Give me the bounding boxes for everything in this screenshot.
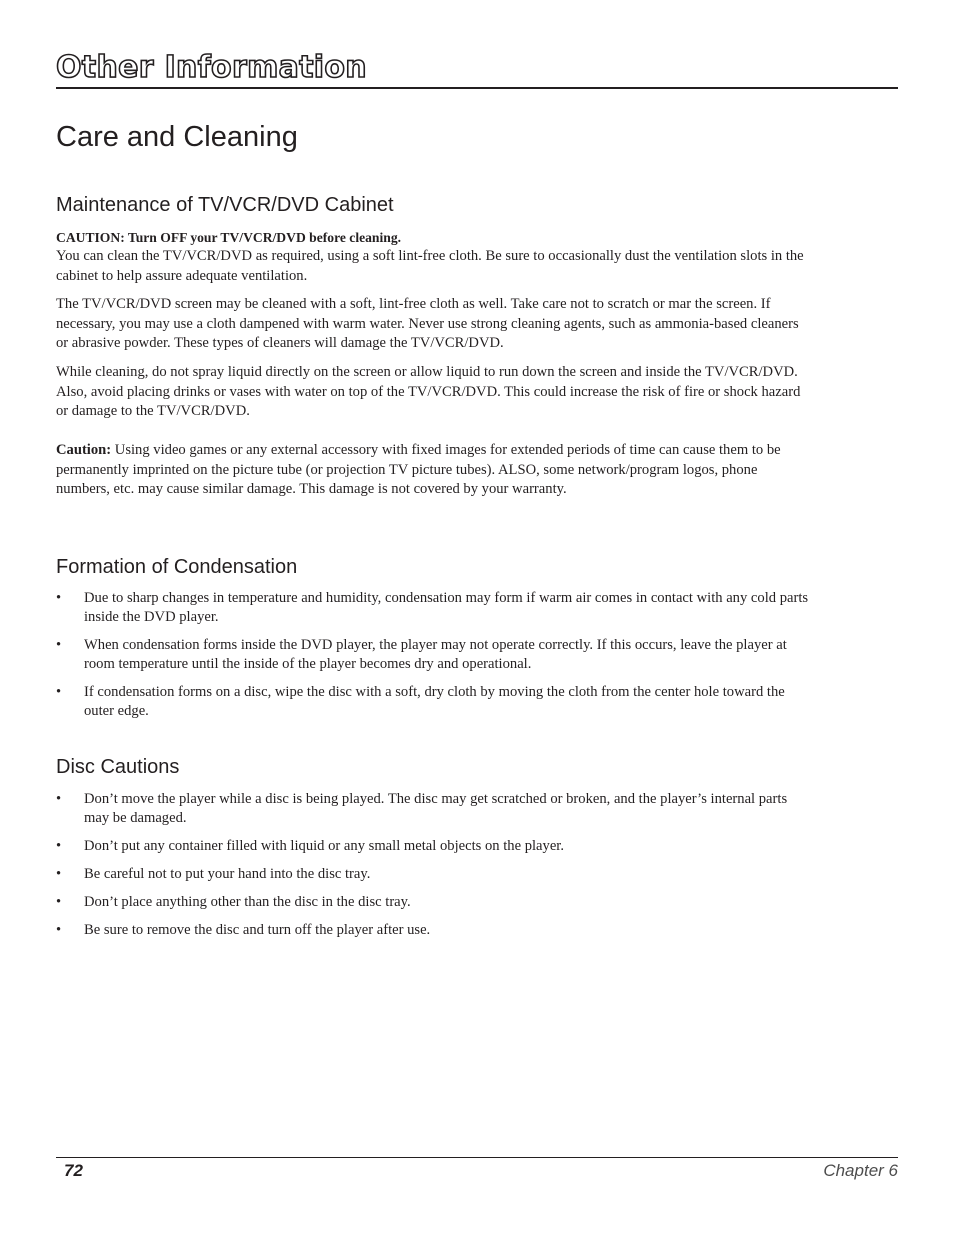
section-heading-disc-cautions: Disc Cautions	[56, 756, 180, 778]
paragraph-caution-fixed-images	[56, 441, 812, 500]
bullet-icon: •	[56, 894, 62, 910]
page-title: Care and Cleaning	[56, 121, 298, 153]
list-item-text: Be careful not to put your hand into the disc tray.	[84, 866, 371, 882]
bullet-icon: •	[56, 791, 62, 807]
caution-text: Using video games or any external accessory with fixed images for extended periods of time can cause them to be permanently imprinted on the picture tube (or projection TV picture tubes). ALSO, some network/program logos, phone numbers, etc. may cause similar damage. This damage is not covered by your warranty.	[56, 442, 781, 497]
section-heading-condensation: Formation of Condensation	[56, 556, 298, 578]
caution-line	[56, 228, 812, 248]
list-item-text: When condensation forms inside the DVD player, the player may not operate correctly. If this occurs, leave the player at room temperature until the inside of the player becomes dry and operational.	[84, 637, 787, 672]
bullet-icon: •	[56, 922, 62, 938]
bullet-icon: •	[56, 637, 62, 653]
section-heading-maintenance: Maintenance of TV/VCR/DVD Cabinet	[56, 194, 394, 216]
paragraph-cleaning: You can clean the TV/VCR/DVD as required, using a soft lint-free cloth. Be sure to occasionally dust the ventilation slots in the cabinet to help assure adequate ventilation.	[56, 248, 804, 284]
header-title: Other Information	[56, 50, 367, 85]
list-item-text: If condensation forms on a disc, wipe the disc with a soft, dry cloth by moving the cloth from the center hole toward the outer edge.	[84, 684, 785, 719]
list-item-text: Due to sharp changes in temperature and humidity, condensation may form if warm air comes in contact with any cold parts inside the DVD player.	[84, 590, 809, 625]
list-item-text: Don’t move the player while a disc is being played. The disc may get scratched or broken, and the player’s internal parts may be damaged.	[84, 791, 788, 826]
paragraph-screen: The TV/VCR/DVD screen may be cleaned with a soft, lint-free cloth as well. Take care not to scratch or mar the screen. If necessary, you may use a cloth dampened with warm water. Never use strong cleaning agents, such as ammonia-based cleaners or abrasive powder. These types of cleaners will damage the TV/VCR/DVD.	[56, 296, 799, 351]
bullet-icon: •	[56, 866, 62, 882]
list-item-text: Don’t put any container filled with liquid or any small metal objects on the player.	[84, 838, 564, 854]
header-rule	[56, 87, 898, 89]
chapter-label: Chapter 6	[823, 1161, 898, 1180]
caution-line-text: CAUTION: Turn OFF your TV/VCR/DVD before cleaning.	[56, 230, 402, 245]
caution-label: Caution:	[56, 442, 112, 458]
bullet-icon: •	[56, 684, 62, 700]
list-item-text: Don’t place anything other than the disc in the disc tray.	[84, 894, 411, 910]
page-number: 72	[64, 1161, 83, 1180]
paragraph-liquid: While cleaning, do not spray liquid directly on the screen or allow liquid to run down the screen and inside the TV/VCR/DVD. Also, avoid placing drinks or vases with water on top of the TV/VCR/DVD. This could increase the risk of fire or shock hazard or damage to the TV/VCR/DVD.	[56, 364, 801, 419]
bullet-icon: •	[56, 838, 62, 854]
bullet-icon: •	[56, 590, 62, 606]
list-item-text: Be sure to remove the disc and turn off the player after use.	[84, 922, 431, 938]
footer-rule	[56, 1157, 898, 1158]
